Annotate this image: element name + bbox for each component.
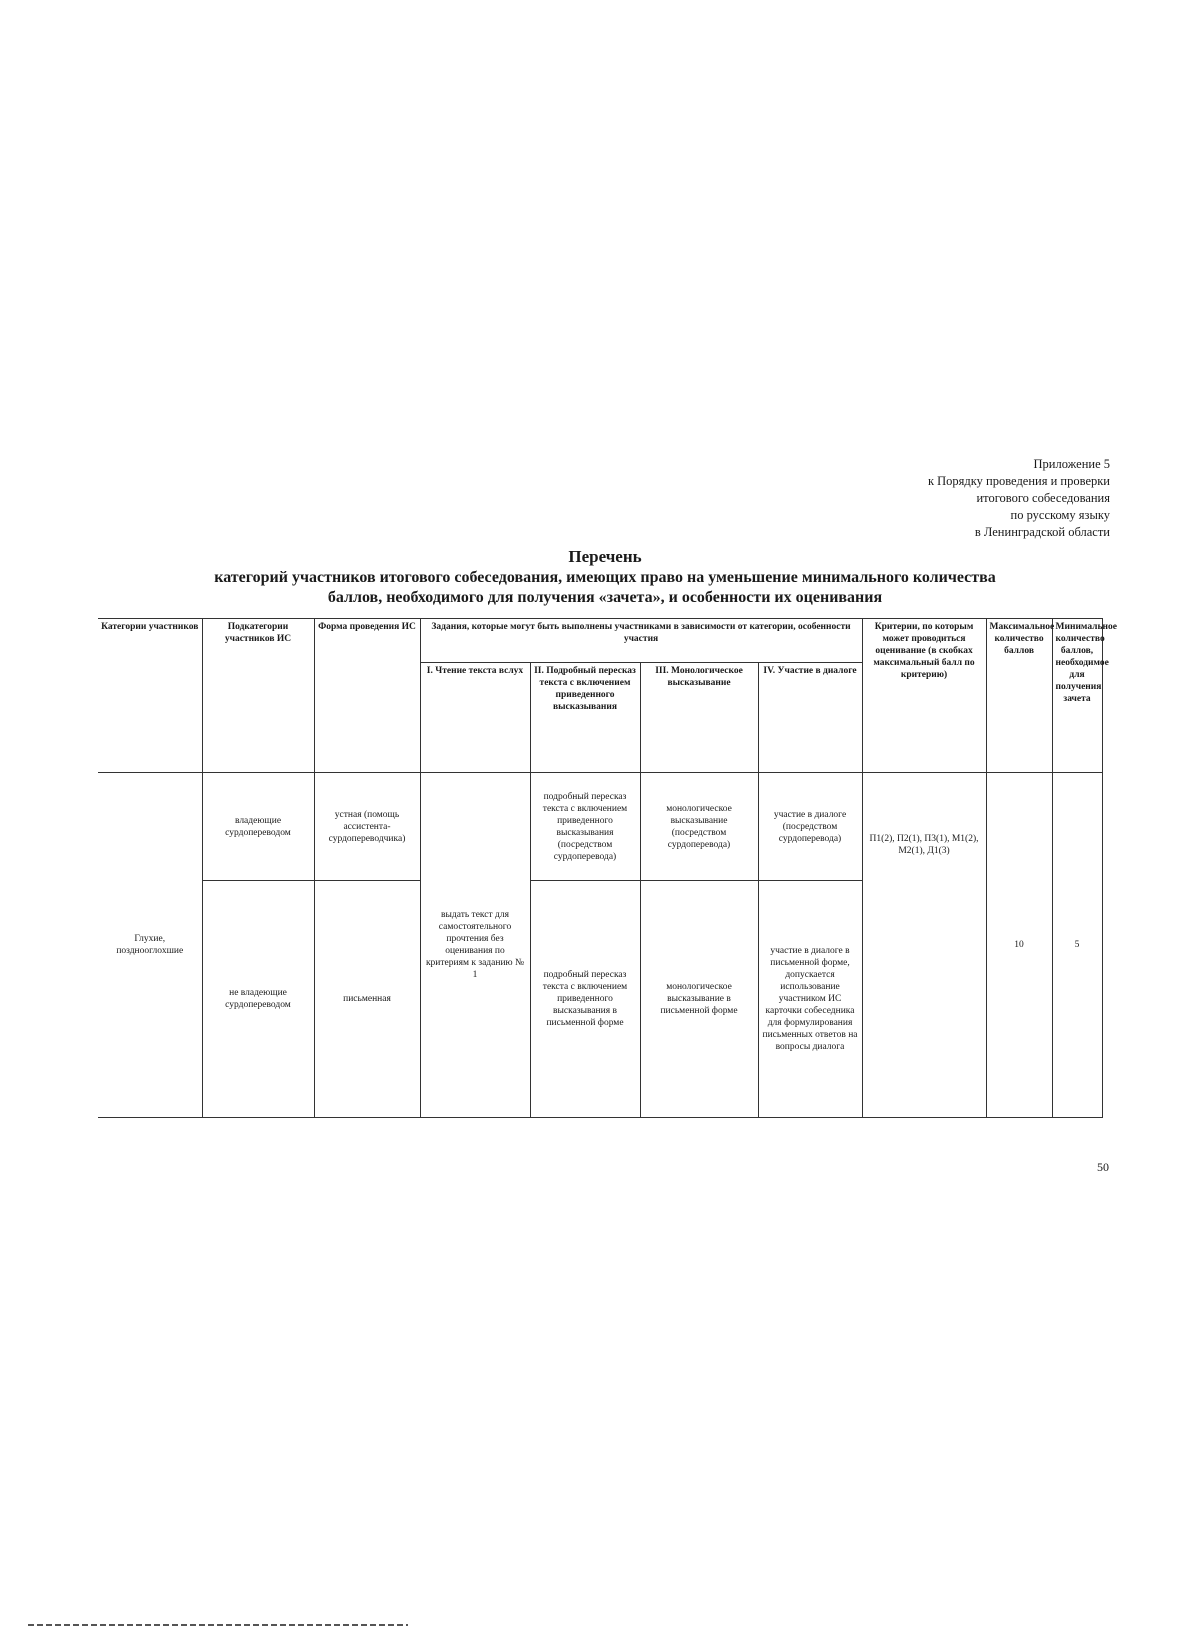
task1-cell: выдать текст для самостоятельного прочтения без оценивания по критериям к заданию № 1 <box>420 773 530 1118</box>
appendix-note <box>928 456 1110 541</box>
task2-cell: подробный пересказ текста с включением приведенного высказывания (посредством сурдоперевода) <box>530 773 640 881</box>
subcategory-cell: владеющие сурдопереводом <box>202 773 314 881</box>
document-title <box>110 546 1100 608</box>
title-sub-line2: баллов, необходимого для получения «зачета», и особенности их оценивания <box>327 589 883 606</box>
header-category: Категории участников <box>98 619 202 773</box>
task4-cell: участие в диалоге в письменной форме, допускается использование участником ИС карточки собеседника для формулирования письменных ответов на вопросы диалога <box>758 881 862 1118</box>
table-header-row <box>98 619 1102 663</box>
min-score-cell: 5 <box>1052 773 1102 1118</box>
appendix-line: к Порядку проведения и проверки <box>927 474 1110 488</box>
task3-cell: монологическое высказывание в письменной форме <box>640 881 758 1118</box>
header-criteria: Критерии, по которым может проводиться оценивание (в скобках максимальный балл по критерию) <box>862 619 986 773</box>
form-cell: письменная <box>314 881 420 1118</box>
appendix-line: в Ленинградской области <box>974 525 1110 539</box>
appendix-line: по русскому языку <box>1010 508 1110 522</box>
scan-edge-mark <box>28 1624 408 1626</box>
form-cell: устная (помощь ассистента-сурдопереводчика) <box>314 773 420 881</box>
header-max-score: Максимальное количество баллов <box>986 619 1052 773</box>
header-task1: I. Чтение текста вслух <box>420 663 530 773</box>
header-task3: III. Монологическое высказывание <box>640 663 758 773</box>
category-cell: Глухие, позднооглохшие <box>98 773 202 1118</box>
header-tasks: Задания, которые могут быть выполнены участниками в зависимости от категории, особенности участия <box>420 619 862 663</box>
table-row <box>98 773 1102 881</box>
page-number: 50 <box>1097 1160 1109 1174</box>
criteria-cell: П1(2), П2(1), П3(1), М1(2), М2(1), Д1(3) <box>862 773 986 1118</box>
header-min-score: Минимальное количество баллов, необходимое для получения зачета <box>1052 619 1102 773</box>
header-task2: II. Подробный пересказ текста с включением приведенного высказывания <box>530 663 640 773</box>
appendix-line: итогового собеседования <box>976 491 1110 505</box>
max-score-cell: 10 <box>986 773 1052 1118</box>
title-sub-line1: категорий участников итогового собеседования, имеющих право на уменьшение минимального количества <box>214 569 996 586</box>
appendix-line: Приложение 5 <box>1033 457 1110 471</box>
header-form: Форма проведения ИС <box>314 619 420 773</box>
subcategory-cell: не владеющие сурдопереводом <box>202 881 314 1118</box>
header-task4: IV. Участие в диалоге <box>758 663 862 773</box>
criteria-table <box>98 618 1117 1118</box>
title-main: Перечень <box>568 547 642 566</box>
task2-cell: подробный пересказ текста с включением приведенного высказывания в письменной форме <box>530 881 640 1118</box>
task3-cell: монологическое высказывание (посредством сурдоперевода) <box>640 773 758 881</box>
header-subcategory: Подкатегории участников ИС <box>202 619 314 773</box>
task4-cell: участие в диалоге (посредством сурдоперевода) <box>758 773 862 881</box>
